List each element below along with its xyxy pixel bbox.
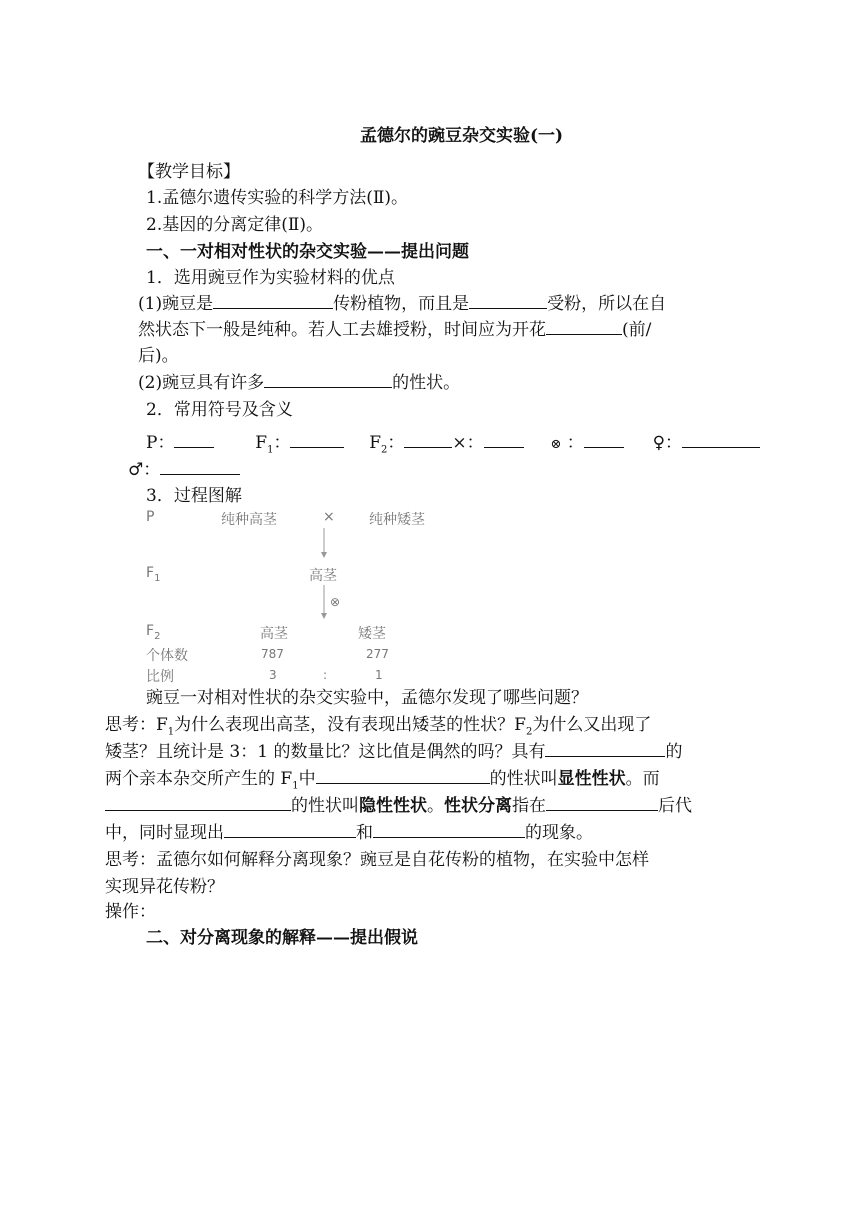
fill-blank[interactable] (290, 431, 344, 448)
symbols-line-2 (128, 458, 240, 482)
fill-blank[interactable] (213, 292, 333, 309)
diagram-parent-tall: 纯种高茎 (221, 512, 277, 528)
operation-label: 操作： (105, 902, 156, 922)
diagram-parent-short: 纯种矮茎 (369, 512, 425, 528)
fill-blank[interactable] (545, 740, 665, 757)
fill-blank[interactable] (404, 431, 452, 448)
diagram-F2-short: 矮茎 (358, 626, 386, 642)
text: 然状态下一般是纯种。若人工去雄授粉，时间应为开花 (138, 320, 546, 340)
question-1: 豌豆一对相对性状的杂交实验中，孟德尔发现了哪些问题？ (146, 688, 588, 708)
fill-blank[interactable] (160, 458, 240, 475)
symbol-female: ♀： (652, 433, 683, 453)
think-line-3: 两个亲本杂交所产生的 $F_1$中 的性状叫显性性状。而 (105, 769, 660, 792)
diagram-F1-trait: 高茎 (309, 568, 337, 584)
text: 受粉，所以在自 (547, 294, 667, 314)
symbol-cross: ×： (452, 433, 484, 453)
think-line-6: 思考：孟德尔如何解释分离现象？豌豆是自花传粉的植物，在实验中怎样 (105, 850, 649, 870)
section1-heading: 一、一对相对性状的杂交实验——提出问题 (146, 242, 469, 262)
diagram-cross: × (323, 509, 335, 525)
fill-blank[interactable] (584, 431, 624, 448)
diagram-ratio-colon: : (323, 668, 328, 682)
term-segregation: 性状分离 (444, 796, 512, 816)
page-title: 孟德尔的豌豆杂交实验(一) (360, 126, 564, 146)
fill-blank[interactable] (469, 292, 547, 309)
symbol-colon: ： (566, 433, 584, 453)
term-dominant: 显性性状 (557, 769, 626, 789)
diagram-F2-tall: 高茎 (260, 626, 288, 642)
diagram-count-short: 277 (366, 647, 389, 661)
text: 传粉植物，而且是 (333, 294, 470, 314)
paragraph-1-line-3: 后)。 (138, 346, 179, 366)
term-recessive: 隐性性状 (359, 796, 427, 816)
fill-blank[interactable] (484, 431, 524, 448)
paragraph-1-line-2 (138, 318, 651, 342)
paragraph-2 (138, 371, 460, 395)
objectives-heading: 【教学目标】 (138, 162, 240, 182)
text: (2)豌豆具有许多 (138, 373, 265, 393)
sub-heading-3: 3．过程图解 (146, 486, 242, 506)
text: (1)豌豆是 (138, 294, 214, 314)
sub-heading-2: 2．常用符号及含义 (146, 400, 293, 420)
fill-blank[interactable] (174, 431, 214, 448)
diagram-ratio-short: 1 (375, 668, 383, 682)
objective-item: 1.孟德尔遗传实验的科学方法(Ⅱ)。 (146, 188, 409, 208)
fill-blank[interactable] (546, 794, 658, 811)
fill-blank[interactable] (264, 371, 392, 388)
diagram-label-F2: $F_2$ (146, 623, 161, 642)
fill-blank[interactable] (316, 767, 490, 784)
think-line-7: 实现异花传粉？ (105, 877, 224, 897)
section2-heading: 二、对分离现象的解释——提出假说 (146, 928, 418, 948)
diagram-label-P: P (146, 509, 155, 525)
symbol-P: P： (146, 433, 175, 453)
symbol-male: ♂： (128, 460, 161, 480)
diagram-count-label: 个体数 (146, 648, 188, 664)
objective-item: 2.基因的分离定律(Ⅱ)。 (146, 215, 324, 235)
fill-blank[interactable] (373, 821, 525, 838)
fill-blank[interactable] (224, 821, 356, 838)
diagram-count-tall: 787 (261, 647, 284, 661)
think-line-5: 中，同时显现出 和 的现象。 (105, 823, 593, 843)
diagram-label-F1: $F_1$ (146, 565, 161, 584)
fill-blank[interactable] (546, 318, 622, 335)
think-line-4: 的性状叫隐性性状。性状分离指在 后代 (105, 794, 692, 818)
text: 的性状。 (392, 373, 461, 393)
think-line-1: 思考：$F_1$为什么表现出高茎，没有表现出矮茎的性状？$F_2$为什么又出现了 (105, 715, 652, 738)
diagram-self-symbol: ⊗ (330, 595, 341, 609)
symbol-self: ⊗ (550, 437, 562, 452)
fill-blank[interactable] (682, 431, 760, 448)
diagram-ratio-tall: 3 (269, 668, 277, 682)
diagram-ratio-label: 比例 (146, 669, 174, 685)
symbol-F2: $F_2$： (369, 433, 405, 456)
paragraph-1-line-1 (138, 292, 666, 316)
text: (前/ (622, 320, 652, 340)
sub-heading-1: 1．选用豌豆作为实验材料的优点 (146, 268, 395, 288)
think-line-2: 矮茎？且统计是 3：1 的数量比？这比值是偶然的吗？具有 的 (105, 742, 683, 762)
symbol-F1: $F_1$： (255, 433, 291, 456)
fill-blank[interactable] (105, 794, 291, 811)
